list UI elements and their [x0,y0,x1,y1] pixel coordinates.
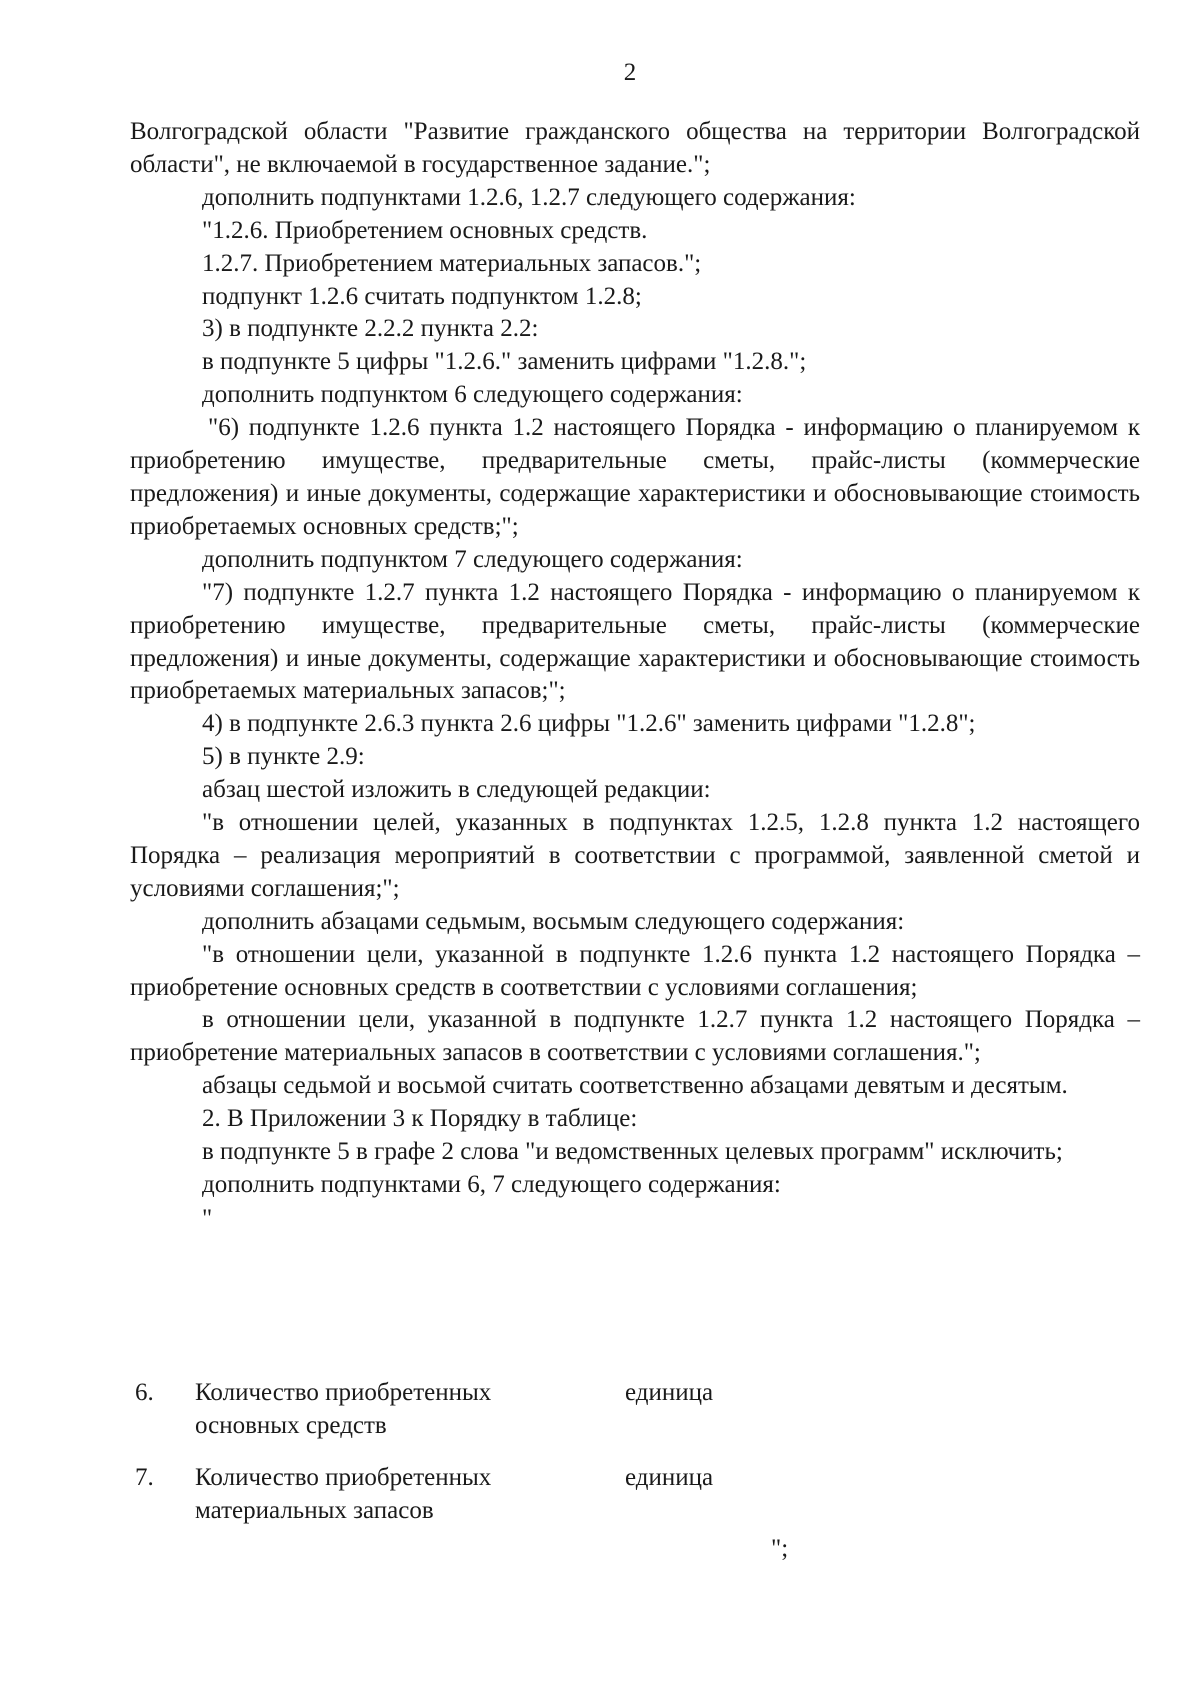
paragraph: абзацы седьмой и восьмой считать соответственно абзацами девятым и десятым. [202,1072,1068,1100]
document-body [130,116,1140,1236]
paragraph: в подпункте 5 в графе 2 слова "и ведомственных целевых программ" исключить; [202,1138,1063,1166]
paragraph: "7) подпункте 1.2.7 пункта 1.2 настоящего Порядка - информацию о планируемом к приобретению имуществе, предварительные сметы, прайс-листы (коммерческие предложения) и иные документы, содержащие характеристики и обосновывающие стоимость приобретаемых материальных запасов;"; [130,578,1140,705]
indicator-name [195,1376,625,1442]
paragraph: 2. В Приложении 3 к Порядку в таблице: [202,1105,638,1133]
paragraph: дополнить подпунктом 7 следующего содержания: [202,545,743,573]
paragraph: Волгоградской области "Развитие гражданского общества на территории Волгоградской области", не включаемой в государственное задание."; [130,118,1140,178]
page-number: 2 [623,59,637,86]
paragraph: "6) подпункте 1.2.6 пункта 1.2 настоящего Порядка - информацию о планируемом к приобретению имуществе, предварительные сметы, прайс-листы (коммерческие предложения) и иные документы, содержащие характеристики и обосновывающие стоимость приобретаемых основных средств;"; [130,414,1140,540]
table-row [135,1461,1035,1527]
indicator-name-line: основных средств [195,1412,387,1439]
indicator-name-line: материальных запасов [195,1497,434,1524]
unit-of-measure: единица [625,1379,714,1406]
paragraph: "1.2.6. Приобретением основных средств. [202,216,648,244]
table-row [135,1376,1035,1442]
paragraph: в подпункте 5 цифры "1.2.6." заменить цифрами "1.2.8."; [202,348,807,376]
paragraph: подпункт 1.2.6 считать подпунктом 1.2.8; [202,282,642,310]
paragraph: дополнить подпунктами 6, 7 следующего содержания: [202,1171,781,1198]
paragraph: дополнить подпунктами 1.2.6, 1.2.7 следующего содержания: [202,183,856,211]
indicator-name [195,1461,625,1527]
appendix-table [135,1376,1035,1546]
indicator-name-line: Количество приобретенных [195,1379,492,1406]
paragraph: 4) в подпункте 2.6.3 пункта 2.6 цифры "1.2.6" заменить цифрами "1.2.8"; [202,710,976,738]
closing-quote-mark: "; [771,1535,789,1562]
paragraph: 3) в подпункте 2.2.2 пункта 2.2: [202,315,539,343]
paragraph: "в отношении цели, указанной в подпункте 1.2.6 пункта 1.2 настоящего Порядка – приобретение основных средств в соответствии с условиями соглашения; [130,940,1140,1001]
paragraph: абзац шестой изложить в следующей редакции: [202,776,711,804]
paragraph: "в отношении целей, указанных в подпунктах 1.2.5, 1.2.8 пункта 1.2 настоящего Порядка – реализация мероприятий в соответствии с программой, заявленной сметой и условиями соглашения;"; [130,809,1140,902]
row-number: 6. [135,1379,154,1406]
indicator-name-line: Количество приобретенных [195,1464,492,1491]
paragraph: дополнить абзацами седьмым, восьмым следующего содержания: [202,907,905,935]
paragraph: в отношении цели, указанной в подпункте 1.2.7 пункта 1.2 настоящего Порядка – приобретение материальных запасов в соответствии с условиями соглашения."; [130,1006,1140,1067]
paragraph: 5) в пункте 2.9: [202,743,365,771]
row-number: 7. [135,1464,154,1491]
quote-open-mark: " [202,1204,213,1232]
unit-of-measure: единица [625,1464,714,1491]
paragraph: 1.2.7. Приобретением материальных запасов."; [202,249,702,277]
paragraph: дополнить подпунктом 6 следующего содержания: [202,381,743,409]
